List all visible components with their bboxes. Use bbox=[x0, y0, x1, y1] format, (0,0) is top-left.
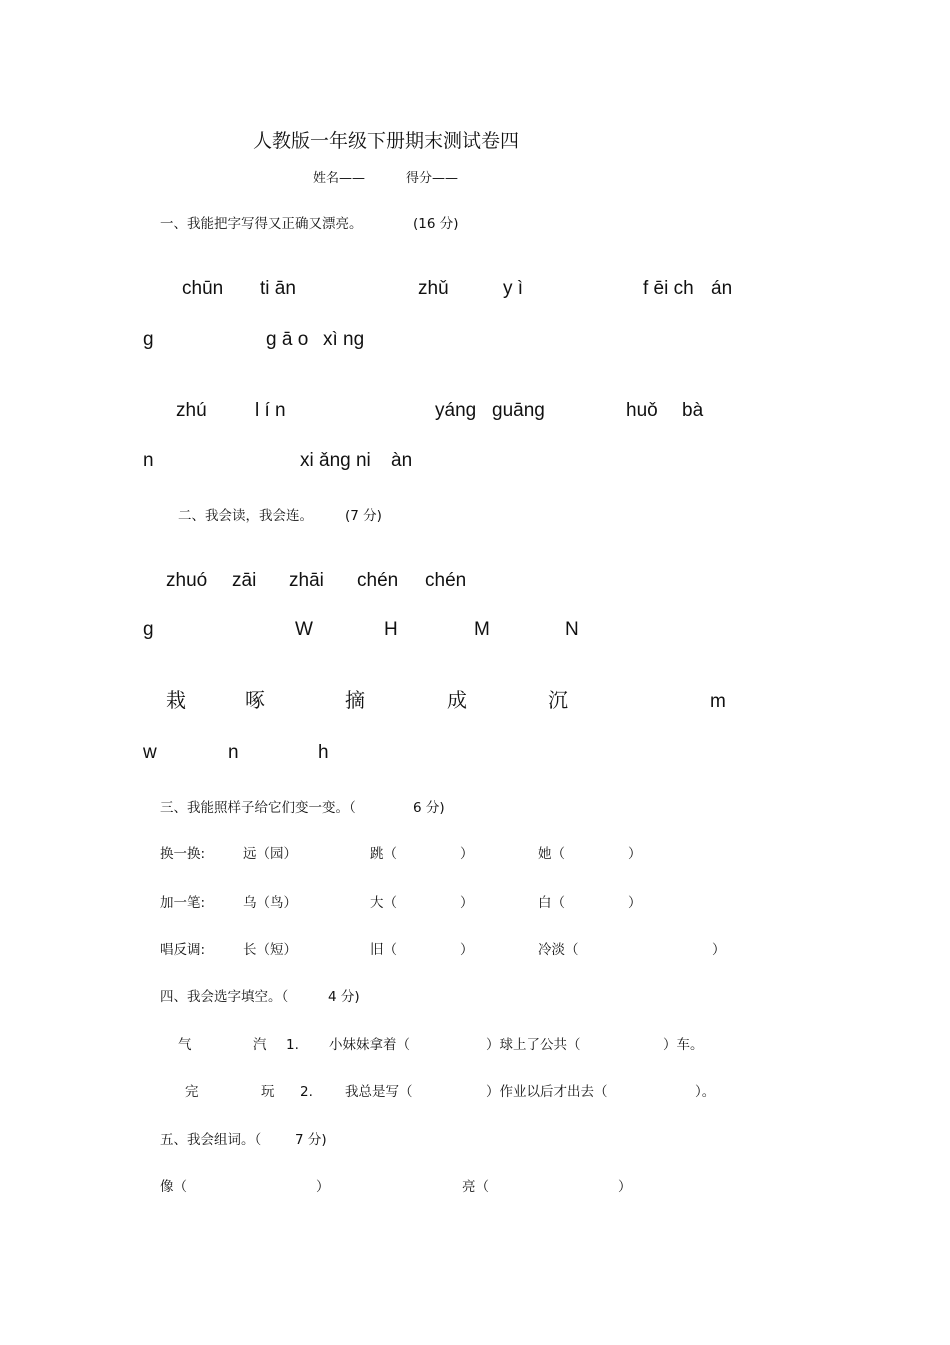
pinyin: xi ǎng ni bbox=[300, 450, 371, 471]
hanzi: 栽 bbox=[166, 688, 186, 712]
pinyin: huǒ bbox=[626, 400, 658, 421]
pinyin: guāng bbox=[492, 400, 545, 421]
sentence-part: 我总是写（ bbox=[345, 1084, 413, 1100]
example: 长（短） bbox=[243, 942, 297, 958]
example: 乌（鸟） bbox=[243, 895, 297, 911]
section-4-heading: 四、我会选字填空。（ bbox=[160, 989, 289, 1005]
section-3-heading: 三、我能照样子给它们变一变。（ bbox=[160, 800, 356, 816]
section-1-points: (16 分) bbox=[413, 216, 459, 232]
blank-close: ） bbox=[460, 895, 474, 911]
pinyin: bà bbox=[682, 400, 704, 421]
pinyin: chén bbox=[357, 570, 399, 591]
blank-open: 跳（ bbox=[370, 846, 397, 862]
blank-close: ） bbox=[628, 846, 642, 862]
blank-close: ） bbox=[460, 942, 474, 958]
pinyin: g ā o bbox=[266, 329, 309, 350]
pinyin: h bbox=[318, 742, 329, 763]
blank-open: 大（ bbox=[370, 895, 397, 911]
pinyin: l í n bbox=[255, 400, 286, 421]
pinyin: chūn bbox=[182, 278, 224, 299]
pinyin: zhāi bbox=[289, 570, 324, 591]
pinyin: w bbox=[143, 742, 157, 763]
exercise-label: 加一笔: bbox=[160, 895, 206, 911]
blank-open: 冷淡（ bbox=[538, 942, 579, 958]
blank-open: 旧（ bbox=[370, 942, 397, 958]
pinyin: àn bbox=[391, 450, 413, 471]
section-4-points: 4 分) bbox=[328, 989, 360, 1005]
hanzi: 成 bbox=[447, 688, 467, 712]
pinyin: M bbox=[474, 619, 490, 640]
hanzi: 啄 bbox=[245, 688, 265, 712]
question-number: 1. bbox=[286, 1037, 299, 1053]
pinyin: H bbox=[384, 619, 398, 640]
sentence-part: ）车。 bbox=[663, 1037, 704, 1053]
blank-open: 白（ bbox=[538, 895, 565, 911]
blank-open: 她（ bbox=[538, 846, 565, 862]
pinyin: zhú bbox=[176, 400, 207, 421]
exercise-label: 换一换: bbox=[160, 846, 206, 862]
pinyin: f ēi ch bbox=[643, 278, 694, 299]
sentence-part: 小妹妹拿着（ bbox=[329, 1037, 410, 1053]
pinyin: g bbox=[143, 619, 154, 640]
blank-open: 亮（ bbox=[462, 1179, 489, 1195]
blank-open: 像（ bbox=[160, 1179, 187, 1195]
score-label: 得分—— bbox=[406, 171, 459, 186]
pinyin: zhǔ bbox=[418, 278, 449, 299]
blank-close: ） bbox=[460, 846, 474, 862]
sentence-part: ）球上了公共（ bbox=[486, 1037, 581, 1053]
blank-close: ） bbox=[618, 1179, 632, 1195]
pinyin: g bbox=[143, 329, 154, 350]
sentence-part: ）。 bbox=[695, 1084, 716, 1100]
pinyin: ti ān bbox=[260, 278, 296, 299]
exercise-label: 唱反调: bbox=[160, 942, 206, 958]
blank-close: ） bbox=[316, 1179, 330, 1195]
pinyin: zhuó bbox=[166, 570, 208, 591]
sentence-part: ）作业以后才出去（ bbox=[486, 1084, 608, 1100]
pinyin: y ì bbox=[503, 278, 524, 299]
choice-char: 玩 bbox=[261, 1084, 275, 1100]
pinyin: m bbox=[710, 691, 726, 712]
section-5-heading: 五、我会组词。（ bbox=[160, 1132, 262, 1148]
page-title: 人教版一年级下册期末测试卷四 bbox=[253, 130, 520, 152]
pinyin: n bbox=[228, 742, 239, 763]
blank-close: ） bbox=[712, 942, 726, 958]
pinyin: W bbox=[295, 619, 313, 640]
example: 远（园） bbox=[243, 846, 297, 862]
section-2-points: (7 分) bbox=[345, 508, 382, 524]
pinyin: zāi bbox=[232, 570, 257, 591]
pinyin: n bbox=[143, 450, 154, 471]
pinyin: án bbox=[711, 278, 733, 299]
section-1-heading: 一、我能把字写得又正确又漂亮。 bbox=[160, 216, 363, 232]
section-2-heading: 二、我会读，我会连。 bbox=[178, 508, 313, 524]
choice-char: 汽 bbox=[253, 1037, 267, 1053]
pinyin: xì ng bbox=[323, 329, 365, 350]
choice-char: 完 bbox=[185, 1084, 199, 1100]
name-label: 姓名—— bbox=[313, 171, 366, 186]
choice-char: 气 bbox=[178, 1037, 192, 1053]
section-5-points: 7 分) bbox=[295, 1132, 327, 1148]
section-3-points: 6 分) bbox=[413, 800, 445, 816]
question-number: 2. bbox=[300, 1084, 313, 1100]
pinyin: N bbox=[565, 619, 579, 640]
blank-close: ） bbox=[628, 895, 642, 911]
pinyin: yáng bbox=[435, 400, 477, 421]
pinyin: chén bbox=[425, 570, 467, 591]
hanzi: 沉 bbox=[548, 688, 568, 712]
hanzi: 摘 bbox=[345, 688, 365, 712]
